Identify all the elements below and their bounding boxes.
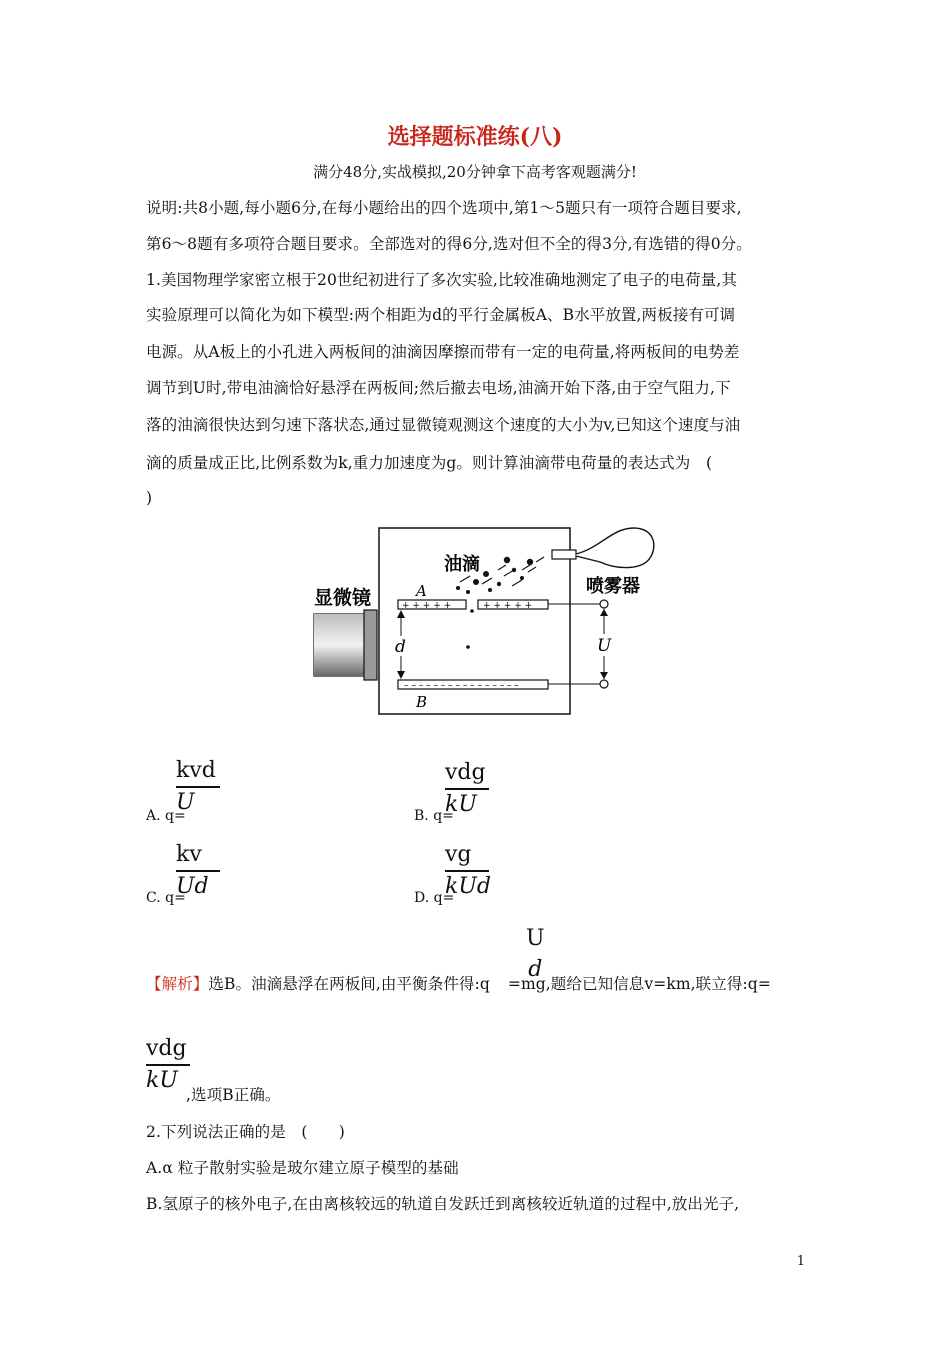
- q1-line: 实验原理可以简化为如下模型:两个相距为d的平行金属板A、B水平放置,两板接有可调: [146, 306, 736, 324]
- q2-option-b: B.氢原子的核外电子,在由离核较远的轨道自发跃迁到离核较近轨道的过程中,放出光子,: [146, 1195, 740, 1213]
- plate-b-charges: – – – – – – – – – – – – – – – –: [404, 681, 519, 691]
- page-title: 选择题标准练(八): [387, 124, 563, 150]
- sprayer-label: 喷雾器: [586, 576, 640, 597]
- denominator: U: [176, 790, 195, 815]
- plate-b-label: B: [416, 693, 428, 711]
- fraction-bar: [176, 870, 220, 872]
- denominator: Ud: [176, 874, 209, 899]
- denominator: kU: [146, 1068, 178, 1093]
- arrow-head: [397, 671, 405, 679]
- q2-stem: 2.下列说法正确的是 ( ): [146, 1123, 345, 1141]
- q1-line: ): [146, 489, 153, 507]
- analysis-conclusion: ,选项B正确。: [186, 1086, 281, 1104]
- analysis-line: [146, 972, 771, 994]
- numerator: U: [526, 926, 545, 951]
- terminal-bottom: [600, 680, 608, 688]
- voltage-label: U: [597, 636, 612, 656]
- option-c-label: C. q=: [146, 890, 186, 906]
- arrow-head: [600, 672, 608, 679]
- plate-a-charges: + + + + +: [402, 601, 452, 611]
- q1-line: 调节到U时,带电油滴恰好悬浮在两板间;然后撤去电场,油滴开始下落,由于空气阻力,下: [146, 379, 731, 397]
- subtitle: 满分48分,实战模拟,20分钟拿下高考客观题满分!: [313, 163, 637, 181]
- microscope-lens: [364, 610, 377, 680]
- numerator: vdg: [445, 760, 486, 785]
- sprayer-bulb: [576, 528, 654, 568]
- page-number: 1: [796, 1254, 805, 1269]
- analysis-text: 选B。油滴悬浮在两板间,由平衡条件得:q: [208, 975, 490, 993]
- fraction-bar: [146, 1064, 190, 1066]
- q1-line: 1.美国物理学家密立根于20世纪初进行了多次实验,比较准确地测定了电子的电荷量,其: [146, 271, 737, 289]
- numerator: vg: [445, 842, 472, 867]
- q2-option-a: A.α 粒子散射实验是玻尔建立原子模型的基础: [146, 1159, 459, 1177]
- analysis-tag: 【解析】: [146, 975, 209, 993]
- option-b-label: B. q=: [414, 808, 454, 824]
- denominator: kU: [445, 792, 477, 817]
- option-d-label: D. q=: [414, 890, 455, 906]
- arrow-head: [600, 609, 608, 616]
- terminal-top: [600, 600, 608, 608]
- numerator: kvd: [176, 758, 216, 783]
- oil-label: 油滴: [444, 554, 480, 575]
- option-a-label: A. q=: [146, 808, 186, 824]
- numerator: vdg: [146, 1036, 187, 1061]
- instruction-line: 第6～8题有多项符合题目要求。全部选对的得6分,选对但不全的得3分,有选错的得0分。: [146, 235, 752, 253]
- fraction-bar: [527, 954, 543, 955]
- microscope-shade: [314, 614, 364, 676]
- denominator: d: [528, 957, 543, 982]
- sprayer-nozzle: [552, 550, 576, 559]
- analysis-fraction-1: [526, 926, 545, 983]
- q1-line: 电源。从A板上的小孔进入两板间的油滴因摩擦而带有一定的电荷量,将两板间的电势差: [146, 343, 740, 361]
- distance-label: d: [395, 637, 406, 657]
- microscope-label: 显微镜: [314, 587, 372, 609]
- numerator: kv: [176, 842, 202, 867]
- analysis-text: =mg,题给已知信息v=km,联立得:q=: [507, 975, 771, 993]
- fraction-bar: [176, 786, 220, 788]
- plate-a-label: A: [416, 582, 427, 600]
- plate-a-charges: + + + + +: [483, 601, 533, 611]
- arrow-head: [397, 610, 405, 618]
- instruction-line: 说明:共8小题,每小题6分,在每小题给出的四个选项中,第1～5题只有一项符合题目要求,: [146, 199, 742, 217]
- fraction-bar: [445, 788, 489, 790]
- millikan-figure: [300, 524, 660, 719]
- denominator: kUd: [445, 874, 491, 899]
- q1-line: 滴的质量成正比,比例系数为k,重力加速度为g。则计算油滴带电荷量的表达式为 (: [146, 454, 713, 472]
- fraction-bar: [445, 870, 489, 872]
- analysis-fraction-2: [146, 1036, 190, 1094]
- q1-line: 落的油滴很快达到匀速下落状态,通过显微镜观测这个速度的大小为v,已知这个速度与油: [146, 416, 741, 434]
